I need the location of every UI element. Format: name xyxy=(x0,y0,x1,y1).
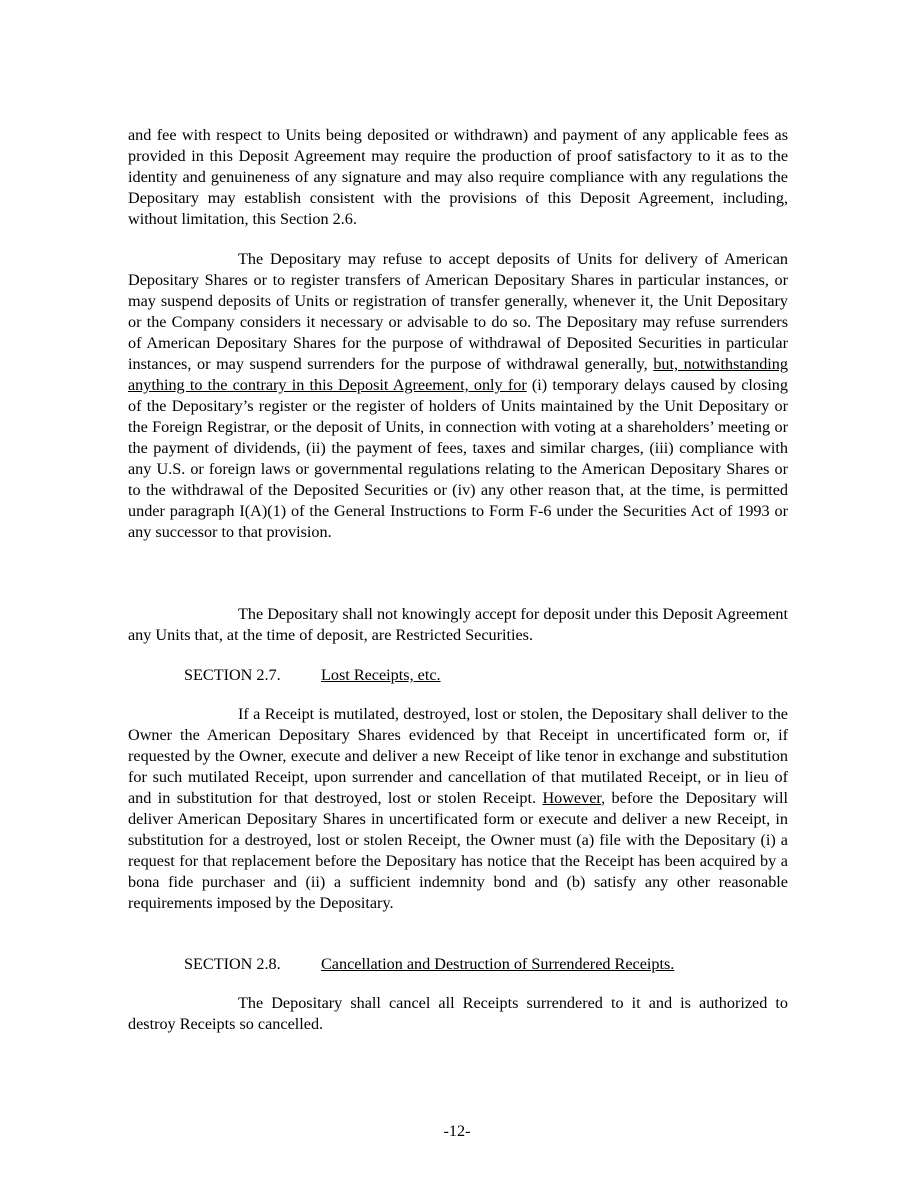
paragraph-refusal-of-deposits xyxy=(128,249,788,543)
paragraph-text: The Depositary shall cancel all Receipts surrendered to it and is authorized to destroy Receipts so cancelled. xyxy=(128,994,788,1033)
section-heading-2-7 xyxy=(184,665,441,686)
paragraph-text: , before the Depositary will deliver American Depositary Shares in uncertificated form or execute and deliver a new Receipt, in substitution for a destroyed, lost or stolen Receipt, the Owner must (a) file with the Depositary (i) a request for that replacement before the Depositary has notice that the Receipt has been acquired by a bona fide purchaser and (ii) a sufficient indemnity bond and (b) satisfy any other reasonable requirements imposed by the Depositary. xyxy=(128,789,788,912)
paragraph-cancellation xyxy=(128,993,788,1035)
paragraph-continuation xyxy=(128,125,788,230)
section-heading-2-8 xyxy=(184,954,674,975)
section-title: Lost Receipts, etc. xyxy=(321,666,441,684)
section-number: SECTION 2.7. xyxy=(184,666,281,684)
paragraph-text: The Depositary may refuse to accept deposits of Units for delivery of American Depositary Shares or to register transfers of American Depositary Shares in particular instances, or may suspend deposits of Units or registration of transfer generally, whenever it, the Unit Depositary or the Company considers it necessary or advisable to do so. The Depositary may refuse surrenders of American Depositary Shares for the purpose of withdrawal of Deposited Securities in particular instances, or may suspend surrenders for the purpose of withdrawal generally, xyxy=(128,250,788,373)
page-number: -12- xyxy=(443,1122,471,1140)
underlined-phrase: but, notwithstanding anything to the contrary in this Deposit Agreement, only for xyxy=(128,355,788,394)
section-title: Cancellation and Destruction of Surrendered Receipts. xyxy=(321,955,675,973)
paragraph-text: and fee with respect to Units being deposited or withdrawn) and payment of any applicable fees as provided in this Deposit Agreement may require the production of proof satisfactory to it as to the identity and genuineness of any signature and may also require compliance with any regulations the Depositary may establish consistent with the provisions of this Deposit Agreement, including, without limitation, this Section 2.6. xyxy=(128,126,788,228)
section-number: SECTION 2.8. xyxy=(184,955,281,973)
underlined-phrase: However xyxy=(542,789,602,807)
paragraph-lost-receipts xyxy=(128,704,788,914)
paragraph-restricted-securities xyxy=(128,604,788,646)
paragraph-text: If a Receipt is mutilated, destroyed, lost or stolen, the Depositary shall deliver to the Owner the American Depositary Shares evidenced by that Receipt in uncertificated form or, if requested by the Owner, execute and deliver a new Receipt of like tenor in exchange and substitution for such mutilated Receipt, upon surrender and cancellation of that mutilated Receipt, or in lieu of and in substitution for that destroyed, lost or stolen Receipt. xyxy=(128,705,788,807)
paragraph-text: The Depositary shall not knowingly accept for deposit under this Deposit Agreement any Units that, at the time of deposit, are Restricted Securities. xyxy=(128,605,788,644)
paragraph-text: (i) temporary delays caused by closing of the Depositary’s register or the register of holders of Units maintained by the Unit Depositary or the Foreign Registrar, or the deposit of Units, in connection with voting at a shareholders’ meeting or the payment of dividends, (ii) the payment of fees, taxes and similar charges, (iii) compliance with any U.S. or foreign laws or governmental regulations relating to the American Depositary Shares or to the withdrawal of the Deposited Securities or (iv) any other reason that, at the time, is permitted under paragraph I(A)(1) of the General Instructions to Form F-6 under the Securities Act of 1993 or any successor to that provision. xyxy=(128,376,788,541)
